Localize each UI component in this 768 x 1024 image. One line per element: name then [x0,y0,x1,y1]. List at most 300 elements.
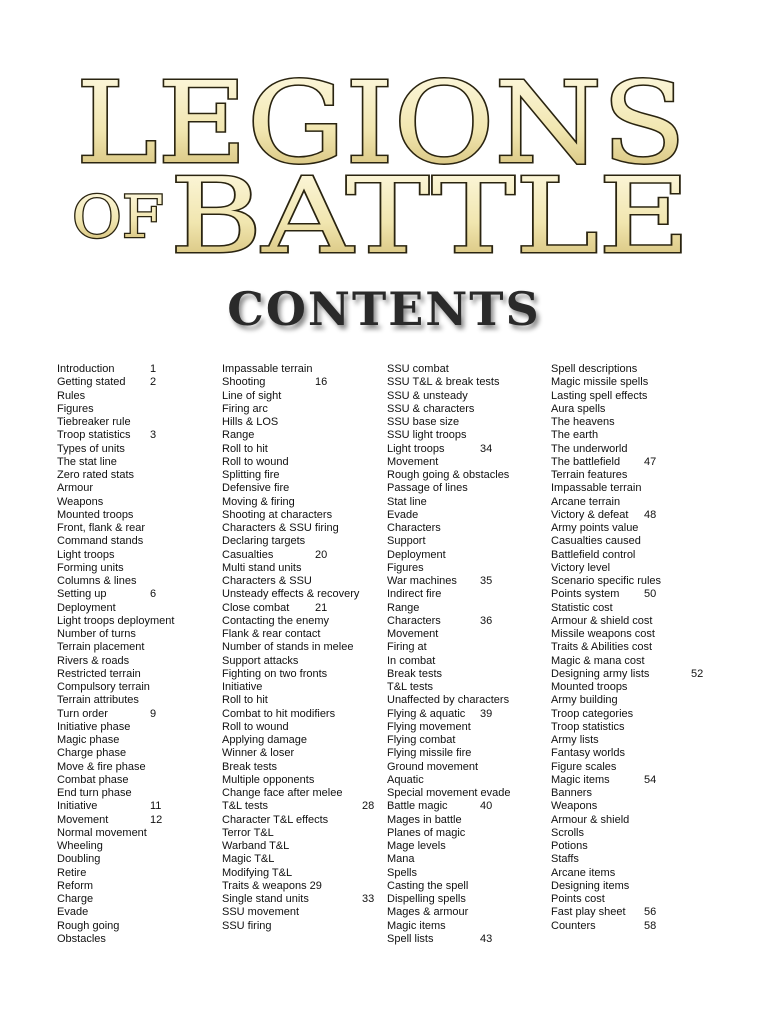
toc-entry [222,416,382,429]
toc-entry-title: Initiative phase [57,720,131,733]
toc-entry-page: 52 [691,667,704,680]
toc-entry-title: Mana [387,853,415,866]
toc-entry-title: Front, flank & rear [57,522,146,534]
toc-entry [57,390,207,403]
toc-entry [387,920,547,933]
toc-entry-title: Movement [387,455,439,468]
toc-entry [551,641,716,654]
toc-entry-title: Unsteady effects & recovery [222,588,360,601]
toc-entry [57,602,207,615]
toc-entry-title: Combat phase [57,773,129,786]
toc-entry [222,880,382,893]
toc-entry [387,867,547,880]
toc-entry [387,535,547,548]
toc-entry-title: Weapons [551,800,598,813]
logo-word-of: OF [72,183,164,251]
toc-entry-title: Light troops [57,548,115,561]
toc-entry [57,933,207,946]
toc-entry-title: Points system [551,588,620,601]
toc-entry [57,827,207,840]
toc-entry-title: Moving & firing [222,495,295,508]
toc-entry [387,509,547,522]
toc-entry-title: Getting stated [57,376,126,389]
toc-entry [57,363,207,376]
toc-entry [222,814,382,827]
toc-entry [387,708,547,721]
toc-entry-title: Hills & LOS [222,416,279,428]
toc-entry [57,641,207,654]
toc-entry [551,840,716,853]
toc-entry-title: Move & fire phase [57,760,146,773]
toc-entry [57,761,207,774]
toc-entry [222,827,382,840]
toc-entry-title: Tiebreaker rule [57,416,131,428]
toc-entry [551,867,716,880]
toc-entry-title: SSU base size [387,416,460,428]
toc-entry-title: Columns & lines [57,575,137,587]
toc-entry-page: 56 [644,906,657,919]
toc-entry-title: Impassable terrain [222,363,313,375]
toc-entry [57,549,207,562]
toc-entry [387,933,547,946]
toc-entry [222,721,382,734]
toc-entry-title: Terror T&L [222,826,274,839]
toc-entry-page: 16 [315,376,328,389]
toc-entry-title: Characters & SSU [222,575,312,587]
toc-entry [57,668,207,681]
toc-entry-title: Applying damage [222,734,308,746]
toc-entry-title: Contacting the enemy [222,614,330,627]
toc-entry-page: 1 [150,363,157,375]
toc-entry [57,376,207,389]
toc-entry [551,429,716,442]
toc-entry-title: Arcane terrain [551,495,621,508]
toc-entry-title: Firing arc [222,402,268,415]
toc-entry [387,562,547,575]
toc-entry [551,827,716,840]
toc-entry-title: Army points value [551,522,639,534]
toc-entry-title: Magic T&L [222,853,275,866]
toc-entry [57,920,207,933]
toc-entry [222,390,382,403]
toc-entry-page: 39 [480,707,493,720]
toc-entry [222,429,382,442]
toc-entry [222,920,382,933]
toc-entry [387,443,547,456]
toc-entry-title: Single stand units [222,893,309,905]
toc-entry [387,761,547,774]
toc-entry [222,562,382,575]
toc-entry [551,747,716,760]
toc-entry [551,522,716,535]
toc-entry [222,761,382,774]
toc-entry [57,429,207,442]
toc-entry [551,708,716,721]
toc-entry [222,509,382,522]
toc-entry [551,562,716,575]
toc-entry-title: Evade [57,906,89,919]
toc-entry-title: Casualties caused [551,535,641,548]
toc-entry-title: Rough going & obstacles [387,469,510,481]
toc-entry [222,694,382,707]
toc-entry-title: Deployment [387,548,446,561]
toc-entry [57,522,207,535]
toc-entry-title: Roll to hit [222,694,268,707]
toc-entry-title: Indirect fire [387,588,442,601]
toc-entry [222,403,382,416]
toc-entry-page: 9 [150,707,157,720]
toc-entry-title: Charge [57,893,94,905]
toc-entry-title: Flank & rear contact [222,628,321,640]
toc-entry-title: Rules [57,389,86,402]
toc-entry-title: Aura spells [551,402,606,415]
toc-entry-title: SSU movement [222,906,300,919]
toc-entry-title: SSU firing [222,919,272,932]
toc-entry-title: Declaring targets [222,535,306,548]
toc-entry-title: Charge phase [57,747,127,760]
toc-entry-title: Mages & armour [387,906,469,919]
toc-entry [57,906,207,919]
toc-entry-title: Terrain features [551,469,628,481]
toc-entry-title: Defensive fire [222,482,290,495]
toc-entry-title: Turn order [57,707,108,720]
toc-entry [551,496,716,509]
toc-entry-title: Initiative [57,800,98,813]
toc-entry-title: End turn phase [57,787,132,799]
toc-entry-title: Rivers & roads [57,654,130,667]
toc-entry-title: Modifying T&L [222,866,293,879]
toc-entry [551,721,716,734]
toc-entry-title: Scrolls [551,826,585,839]
toc-entry [387,827,547,840]
toc-entry-title: Flying combat [387,734,456,746]
toc-entry [551,416,716,429]
toc-entry [387,429,547,442]
toc-entry-title: Light troops [387,442,445,455]
logo-line-legions: LEGIONS [76,59,686,189]
toc-entry-title: SSU light troops [387,429,467,442]
toc-entry [387,641,547,654]
toc-entry [551,694,716,707]
toc-entry [57,588,207,601]
toc-entry-title: Planes of magic [387,826,466,839]
toc-entry-title: Retire [57,866,87,879]
toc-entry-title: Doubling [57,853,101,866]
toc-entry [222,443,382,456]
toc-entry-title: Character T&L effects [222,813,329,826]
toc-entry-title: Potions [551,840,588,852]
toc-entry [222,655,382,668]
toc-entry-title: SSU combat [387,363,449,375]
toc-entry [551,535,716,548]
toc-entry-title: Lasting spell effects [551,389,648,402]
toc-entry [57,575,207,588]
toc-entry-title: Special movement evade [387,787,511,799]
toc-entry [551,443,716,456]
toc-entry-title: Rough going [57,919,120,932]
legions-of-battle-logo [72,59,696,277]
toc-entry-title: Range [222,429,255,442]
toc-entry-title: The earth [551,429,599,442]
toc-entry [387,575,547,588]
toc-entry [387,853,547,866]
toc-entry-title: Reform [57,879,94,892]
toc-entry-title: Points cost [551,893,605,905]
toc-entry-title: Army lists [551,734,599,746]
toc-entry [551,800,716,813]
toc-entry-title: Zero rated stats [57,469,135,481]
toc-entry-title: Spell descriptions [551,363,638,375]
toc-entry [387,403,547,416]
toc-entry [387,774,547,787]
toc-entry [551,509,716,522]
toc-entry-title: The stat line [57,455,117,468]
toc-entry-title: Multi stand units [222,561,302,574]
toc-entry-title: Staffs [551,853,579,866]
toc-entry-title: Roll to wound [222,720,289,733]
toc-entry [57,787,207,800]
toc-entry [57,655,207,668]
toc-entry-title: Range [387,601,420,614]
toc-entry-page: 11 [150,800,162,813]
toc-entry-title: Roll to wound [222,455,289,468]
toc-entry [551,655,716,668]
toc-entry-title: Restricted terrain [57,667,141,680]
toc-entry [551,893,716,906]
toc-entry [387,588,547,601]
toc-column-1 [57,363,207,946]
toc-entry [222,615,382,628]
toc-column-4 [551,363,716,933]
toc-entry [551,575,716,588]
toc-entry-title: Mounted troops [551,681,628,693]
toc-entry-title: Magic & mana cost [551,654,645,667]
toc-entry [551,469,716,482]
toc-entry [387,668,547,681]
toc-entry [387,893,547,906]
toc-entry-title: Mage levels [387,840,446,852]
toc-entry-title: Close combat [222,601,290,614]
toc-entry-title: Mages in battle [387,813,462,826]
toc-entry-page: 40 [480,800,493,813]
toc-entry [387,615,547,628]
toc-entry-title: Flying movement [387,720,471,733]
toc-entry-title: Shooting at characters [222,508,333,521]
toc-entry-title: Weapons [57,495,104,508]
toc-entry-title: Fast play sheet [551,906,626,919]
toc-entry-page: 35 [480,575,493,587]
toc-entry [387,787,547,800]
toc-entry-title: Obstacles [57,932,106,945]
toc-entry-title: Troop statistics [57,429,131,442]
toc-entry-title: Victory & defeat [551,508,629,521]
toc-entry-title: Traits & Abilities cost [551,641,653,654]
toc-entry-title: Terrain placement [57,641,145,654]
toc-entry [222,549,382,562]
toc-entry-title: Characters [387,614,441,627]
toc-entry-title: Army building [551,694,618,707]
toc-entry-title: Banners [551,787,592,799]
toc-column-2 [222,363,382,933]
toc-entry-page: 6 [150,588,157,601]
toc-entry [222,668,382,681]
toc-entry [551,787,716,800]
toc-entry [551,403,716,416]
toc-entry [387,814,547,827]
toc-entry-title: Normal movement [57,826,147,839]
toc-entry-page: 47 [644,455,657,468]
toc-entry [57,734,207,747]
toc-entry-page: 28 [362,800,375,813]
toc-entry-title: Light troops deployment [57,614,175,627]
toc-entry-title: Flying & aquatic [387,707,466,720]
toc-entry [387,522,547,535]
toc-entry [387,549,547,562]
toc-entry [57,628,207,641]
toc-entry-title: Unaffected by characters [387,694,510,707]
toc-entry [551,363,716,376]
toc-entry-title: Evade [387,508,419,521]
page-title: CONTENTS [227,282,541,336]
toc-entry [57,416,207,429]
toc-entry-title: The heavens [551,416,615,428]
toc-entry [57,893,207,906]
toc-entry-title: Terrain attributes [57,694,139,707]
toc-entry [222,522,382,535]
toc-entry-title: Scenario specific rules [551,575,662,587]
toc-entry-title: Casting the spell [387,879,469,892]
toc-entry-title: Types of units [57,442,125,455]
toc-column-3 [387,363,547,946]
toc-entry [57,509,207,522]
toc-entry [222,628,382,641]
toc-entry [57,403,207,416]
toc-entry-page: 21 [315,601,328,614]
toc-entry-title: Traits & weapons 29 [222,879,322,892]
toc-entry-title: Figures [57,402,94,415]
toc-entry-page: 12 [150,813,163,826]
toc-entry-title: Figures [387,561,424,574]
toc-entry-title: Setting up [57,588,107,601]
toc-entry-title: Fantasy worlds [551,747,625,760]
toc-entry-title: Deployment [57,601,116,614]
toc-entry-title: Armour [57,482,94,495]
toc-entry [387,880,547,893]
toc-entry [57,814,207,827]
toc-entry [222,893,382,906]
toc-entry [387,906,547,919]
toc-entry-title: Counters [551,919,596,932]
toc-entry [551,774,716,787]
toc-entry-title: Armour & shield [551,813,630,826]
toc-entry [57,482,207,495]
toc-entry-title: Spell lists [387,932,434,945]
toc-entry [387,734,547,747]
toc-entry-title: Movement [387,628,439,640]
toc-entry-title: Number of turns [57,628,136,640]
toc-entry-title: Battlefield control [551,548,636,561]
toc-entry-title: SSU & unsteady [387,389,468,402]
toc-entry [57,615,207,628]
toc-entry-title: Troop statistics [551,720,625,733]
toc-entry [551,456,716,469]
toc-entry [57,456,207,469]
toc-entry-page: 50 [644,588,657,601]
toc-entry [57,774,207,787]
toc-entry [222,840,382,853]
toc-entry-page: 2 [150,376,157,389]
toc-entry-title: In combat [387,654,436,667]
toc-entry [222,681,382,694]
toc-entry [387,721,547,734]
toc-entry-title: Armour & shield cost [551,614,653,627]
toc-entry [222,602,382,615]
toc-entry [57,867,207,880]
toc-entry-title: T&L tests [222,800,269,813]
toc-entry-title: Ground movement [387,760,479,773]
toc-entry [551,628,716,641]
toc-entry [387,416,547,429]
toc-entry-page: 48 [644,508,657,521]
toc-entry [57,562,207,575]
toc-entry-page: 58 [644,919,657,932]
toc-entry [222,906,382,919]
toc-entry-title: Characters [387,522,441,534]
toc-entry [387,363,547,376]
toc-entry-title: Dispelling spells [387,893,466,905]
toc-entry-title: Roll to hit [222,442,268,455]
toc-entry-title: Spells [387,866,417,879]
toc-entry-title: T&L tests [387,681,434,693]
toc-entry-page: 36 [480,614,493,627]
toc-entry [222,734,382,747]
toc-entry-title: Wheeling [57,840,103,852]
toc-entry-title: Magic missile spells [551,376,649,389]
toc-entry-title: Magic items [387,919,446,932]
toc-entry [57,853,207,866]
toc-entry [387,456,547,469]
toc-entry [222,774,382,787]
toc-entry-title: Command stands [57,535,144,548]
toc-entry [387,628,547,641]
toc-entry-title: SSU & characters [387,402,475,415]
toc-entry-page: 3 [150,429,157,442]
toc-entry [551,615,716,628]
toc-entry-title: Warband T&L [222,840,290,852]
toc-entry-title: Initiative [222,681,263,693]
toc-entry-page: 43 [480,932,493,945]
toc-entry-title: Designing army lists [551,667,650,680]
toc-entry-title: Mounted troops [57,508,134,521]
toc-entry-page: 54 [644,773,657,786]
toc-entry [551,376,716,389]
toc-entry [222,496,382,509]
toc-entry-page: 33 [362,893,375,905]
toc-entry-title: Casualties [222,548,274,561]
toc-entry [551,734,716,747]
toc-entry [57,747,207,760]
toc-entry [57,880,207,893]
toc-entry-title: Aquatic [387,773,424,786]
toc-entry [222,800,382,813]
toc-entry [551,906,716,919]
toc-entry [222,535,382,548]
toc-entry [222,482,382,495]
toc-entry [57,535,207,548]
toc-entry-title: Forming units [57,561,124,574]
toc-entry [387,655,547,668]
toc-entry-title: Winner & loser [222,747,295,760]
